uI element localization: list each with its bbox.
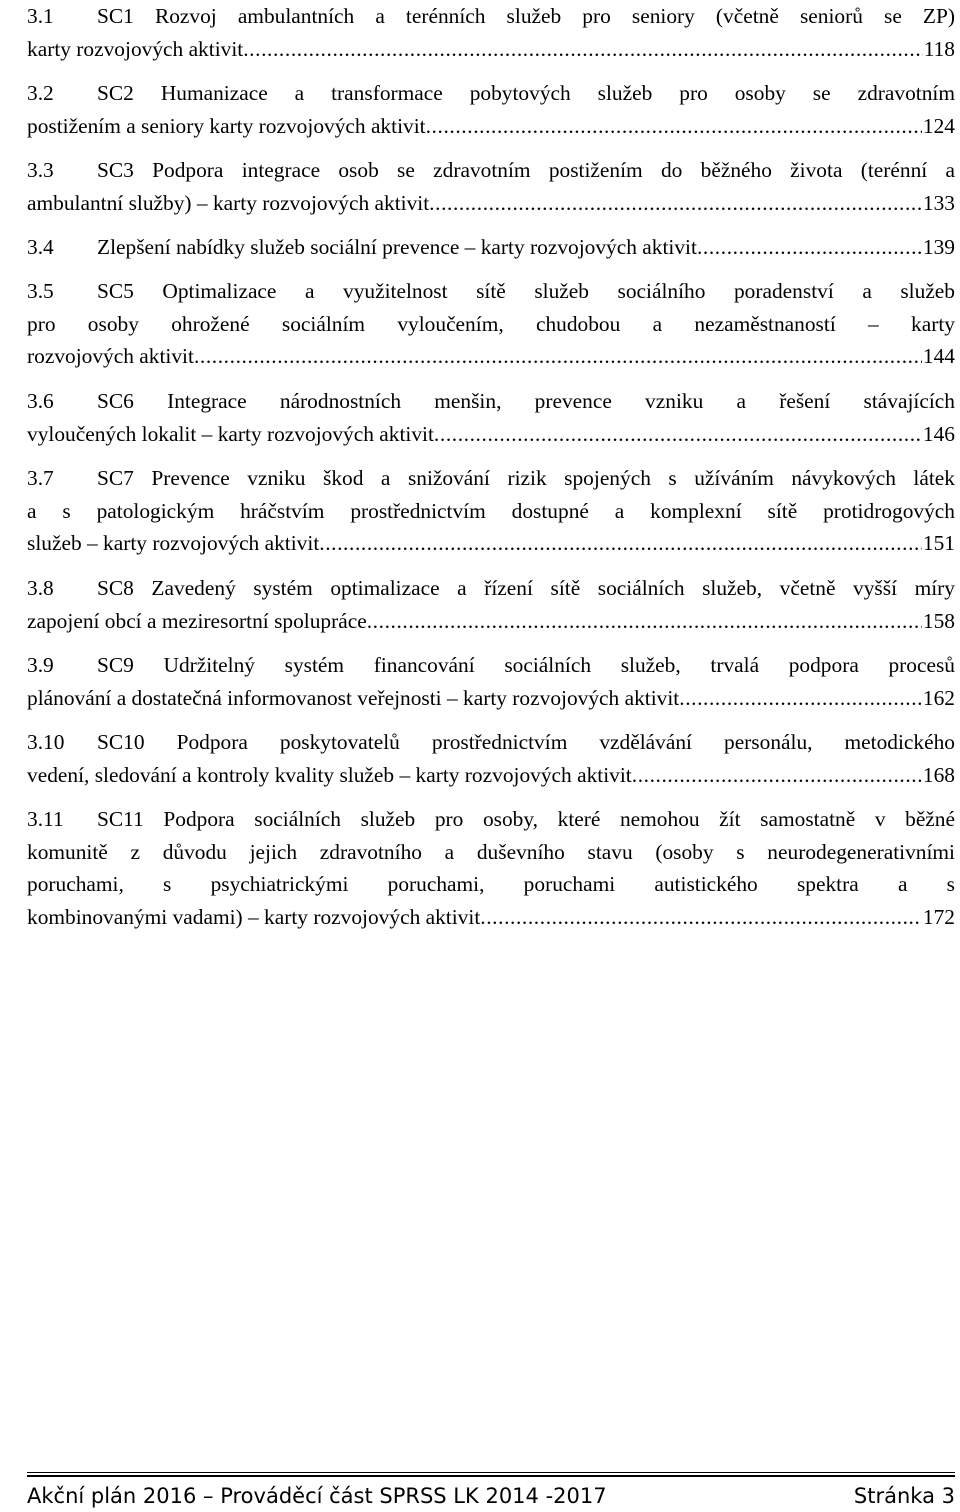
toc-entry-line: [27, 154, 955, 187]
toc-entry-title: SC3 Podpora integrace osob se zdravotním postižením do běžného života (terénní a: [97, 158, 955, 182]
footer-rule-thick: [27, 1475, 955, 1477]
toc-entry[interactable]: [27, 726, 955, 791]
toc-entry-last-line: [27, 340, 955, 373]
toc-dot-leader: [429, 187, 922, 220]
toc-entry-line: [27, 868, 955, 901]
toc-entry-last-line: [27, 682, 955, 715]
toc-entry-line: [27, 726, 955, 759]
toc-dot-leader: [697, 231, 922, 264]
toc-page-number: 133: [922, 190, 955, 215]
toc-entry-title: SC11 Podpora sociálních služeb pro osoby, které nemohou žít samostatně v běžné: [97, 807, 955, 831]
toc-entry[interactable]: [27, 803, 955, 934]
toc-page-number: 158: [922, 608, 955, 633]
footer-page-number: Stránka 3: [853, 1484, 955, 1508]
page-footer: [27, 1480, 955, 1512]
toc-page-number: 139: [922, 235, 955, 259]
toc-entry-line: [27, 836, 955, 869]
toc-page-number: 144: [922, 344, 955, 369]
toc-dot-leader: [480, 901, 922, 934]
toc-entry-number: 3.11: [27, 807, 64, 831]
toc-entry-line: [27, 572, 955, 605]
toc-entry-number: 3.7: [27, 466, 54, 490]
toc-entry-line: [27, 462, 955, 495]
toc-entry-line: [27, 495, 955, 528]
footer-rule: [27, 1472, 955, 1473]
toc-entry[interactable]: [27, 385, 955, 450]
toc-entry-line: [27, 0, 955, 33]
toc-page-number: 146: [922, 421, 955, 446]
toc-entry-title: vedení, sledování a kontroly kvality služeb – karty rozvojových aktivit: [27, 762, 632, 787]
toc-entry-title: pro osoby ohrožené sociálním vyloučením, chudobou a nezaměstnaností – karty: [27, 311, 955, 336]
toc-dot-leader: [194, 340, 922, 373]
toc-entry-title: SC7 Prevence vzniku škod a snižování rizik spojených s užíváním návykových látek: [97, 466, 955, 490]
toc-entry-title: poruchami, s psychiatrickými poruchami, poruchami autistického spektra a s: [27, 872, 955, 897]
toc-entry-title: SC10 Podpora poskytovatelů prostřednictvím vzdělávání personálu, metodického: [97, 730, 955, 754]
toc-entry-last-line: [27, 231, 955, 264]
toc-dot-leader: [243, 33, 922, 66]
toc-entry-title: karty rozvojových aktivit: [27, 36, 244, 61]
toc-entry-title: komunitě z důvodu jejich zdravotního a duševního stavu (osoby s neurodegenerativními: [27, 839, 955, 864]
toc-entry-last-line: [27, 187, 955, 220]
toc-entry-line: [27, 649, 955, 682]
toc-entry-number: 3.9: [27, 653, 54, 677]
toc-entry-title: zapojení obcí a meziresortní spolupráce: [27, 608, 367, 633]
toc-entry-title: a s patologickým hráčstvím prostřednictvím dostupné a komplexní sítě protidrogových: [27, 498, 955, 523]
toc-entry-line: [27, 803, 955, 836]
toc-entry-number: 3.5: [27, 279, 54, 303]
toc-entry[interactable]: [27, 649, 955, 714]
toc-entry-title: postižením a seniory karty rozvojových aktivit: [27, 113, 426, 138]
toc-entry-line: [27, 385, 955, 418]
toc-entry-number: 3.10: [27, 730, 65, 754]
toc-entry-line: [27, 275, 955, 308]
toc-entry-title: ambulantní služby) – karty rozvojových aktivit: [27, 190, 430, 215]
toc-entry-number: 3.6: [27, 389, 54, 413]
toc-entry-title: SC8 Zavedený systém optimalizace a řízení sítě sociálních služeb, včetně vyšší míry: [97, 576, 955, 600]
toc-dot-leader: [367, 605, 922, 638]
toc-page-number: 118: [923, 36, 955, 61]
toc-dot-leader: [319, 527, 922, 560]
toc-entry-title: SC1 Rozvoj ambulantních a terénních služeb pro seniory (včetně seniorů se ZP): [97, 4, 955, 28]
toc-entry-title: kombinovanými vadami) – karty rozvojových aktivit: [27, 905, 481, 930]
toc-entry-line: [27, 308, 955, 341]
toc-page-number: 151: [922, 531, 955, 556]
toc-entry-title: vyloučených lokalit – karty rozvojových aktivit: [27, 421, 434, 446]
toc-dot-leader: [426, 110, 922, 143]
toc-entry-title: SC5 Optimalizace a využitelnost sítě služeb sociálního poradenství a služeb: [97, 279, 955, 303]
toc-entry-title: plánování a dostatečná informovanost veřejnosti – karty rozvojových aktivit: [27, 685, 680, 710]
toc-entry-last-line: [27, 527, 955, 560]
toc-entry[interactable]: [27, 0, 955, 65]
toc-entry-title: služeb – karty rozvojových aktivit: [27, 531, 320, 556]
toc-entry-title: SC6 Integrace národnostních menšin, prevence vzniku a řešení stávajících: [97, 389, 955, 413]
toc-entry-last-line: [27, 759, 955, 792]
toc-entry-line: [27, 77, 955, 110]
toc-entry-number: 3.8: [27, 576, 54, 600]
toc-entry-last-line: [27, 901, 955, 934]
toc-entry[interactable]: [27, 231, 955, 264]
toc-page-number: 162: [922, 685, 955, 710]
toc-entry[interactable]: [27, 154, 955, 219]
toc-entry-number: 3.2: [27, 81, 54, 105]
footer-document-title: Akční plán 2016 – Prováděcí část SPRSS LK 2014 -2017: [27, 1484, 607, 1508]
toc-entry-number: 3.3: [27, 158, 54, 182]
toc-page-number: 172: [922, 905, 955, 930]
toc-entry[interactable]: [27, 572, 955, 637]
toc-entry-number: 3.1: [27, 4, 54, 28]
toc-entry-last-line: [27, 418, 955, 451]
toc-entry[interactable]: [27, 275, 955, 373]
toc-page-number: 168: [922, 762, 955, 787]
toc-dot-leader: [434, 418, 922, 451]
toc-entry-title: Zlepšení nabídky služeb sociální prevence – karty rozvojových aktivit: [97, 235, 697, 259]
toc-entry[interactable]: [27, 462, 955, 560]
toc-entry-title: rozvojových aktivit: [27, 344, 194, 369]
toc-entry[interactable]: [27, 77, 955, 142]
toc-page-number: 124: [922, 113, 955, 138]
toc-entry-last-line: [27, 33, 955, 66]
toc-entry-title: SC2 Humanizace a transformace pobytových služeb pro osoby se zdravotním: [97, 81, 955, 105]
toc-dot-leader: [679, 682, 922, 715]
toc-dot-leader: [632, 759, 922, 792]
toc-entry-title: SC9 Udržitelný systém financování sociálních služeb, trvalá podpora procesů: [97, 653, 955, 677]
toc-entry-last-line: [27, 605, 955, 638]
toc-entry-last-line: [27, 110, 955, 143]
toc-entry-number: 3.4: [27, 235, 54, 259]
